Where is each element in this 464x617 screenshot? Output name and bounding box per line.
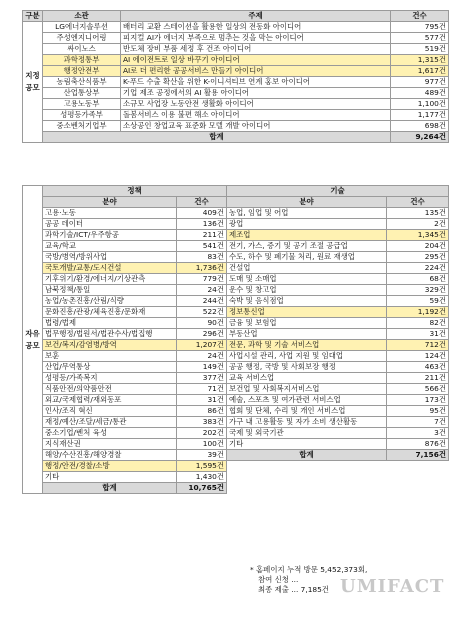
open-data-row xyxy=(23,329,449,340)
policy-count-cell: 202건 xyxy=(177,428,227,439)
open-contest-table xyxy=(22,185,449,494)
open-data-row xyxy=(23,318,449,329)
tech-count-cell: 7건 xyxy=(387,417,449,428)
empty-cell xyxy=(227,483,449,494)
policy-field-cell: 해양/수산진흥/해양경찰 xyxy=(43,450,177,461)
designated-row xyxy=(23,99,449,110)
tech-field-cell: 국제 및 외국기관 xyxy=(227,428,387,439)
designated-row xyxy=(23,88,449,99)
designated-row xyxy=(23,44,449,55)
tech-count-cell: 463건 xyxy=(387,362,449,373)
open-data-row xyxy=(23,395,449,406)
policy-field-cell: 인사/조직 혁신 xyxy=(43,406,177,417)
designated-topic-cell: 피지컬 AI가 에너지 부족으로 멈추는 것을 막는 아이디어 xyxy=(121,33,391,44)
tech-field-cell: 전기, 가스, 증기 및 공기 조절 공급업 xyxy=(227,241,387,252)
open-data-row xyxy=(23,263,449,274)
tech-field-cell: 건설업 xyxy=(227,263,387,274)
policy-count-cell: 31건 xyxy=(177,395,227,406)
tech-field-cell: 사업시설 관리, 사업 지원 및 임대업 xyxy=(227,351,387,362)
policy-field-cell: 문화진흥/관광/체육진흥/문화재 xyxy=(43,307,177,318)
policy-count-cell: 90건 xyxy=(177,318,227,329)
designated-topic-cell: 기업 제조 공정에서의 AI 활용 아이디어 xyxy=(121,88,391,99)
designated-rows xyxy=(23,22,449,143)
tech-count-cell: 59건 xyxy=(387,296,449,307)
designated-row xyxy=(23,33,449,44)
policy-field-header: 분야 xyxy=(43,197,177,208)
policy-field-cell: 국방/병역/방위사업 xyxy=(43,252,177,263)
tech-field-cell: 제조업 xyxy=(227,230,387,241)
open-header-row xyxy=(23,197,449,208)
designated-topic-cell: 소상공인 창업교육 표준화 모델 개발 아이디어 xyxy=(121,121,391,132)
policy-field-cell: 산업/무역통상 xyxy=(43,362,177,373)
designated-dept-cell: 행정안전부 xyxy=(43,66,121,77)
policy-total-label: 합계 xyxy=(43,483,177,494)
policy-count-cell: 71건 xyxy=(177,384,227,395)
designated-row xyxy=(23,121,449,132)
open-data-row xyxy=(23,274,449,285)
policy-field-cell: 고용·노동 xyxy=(43,208,177,219)
open-title-row xyxy=(23,186,449,197)
designated-topic-cell: K-푸드 수출 확산을 위한 K-이니셔티브 연계 홍보 아이디어 xyxy=(121,77,391,88)
header-dept: 소관 xyxy=(43,11,121,22)
tech-count-cell: 712건 xyxy=(387,340,449,351)
tech-field-cell: 가구 내 고용활동 및 자가 소비 생산활동 xyxy=(227,417,387,428)
policy-field-cell: 공공 데이터 xyxy=(43,219,177,230)
policy-field-cell: 행정/안전/경찰/소방 xyxy=(43,461,177,472)
tech-field-cell: 도매 및 소매업 xyxy=(227,274,387,285)
tech-count-header: 건수 xyxy=(387,197,449,208)
policy-count-cell: 779건 xyxy=(177,274,227,285)
open-data-row xyxy=(23,219,449,230)
policy-count-cell: 100건 xyxy=(177,439,227,450)
designated-topic-cell: AI 에이전트로 일상 바꾸기 아이디어 xyxy=(121,55,391,66)
tech-field-cell: 금융 및 보험업 xyxy=(227,318,387,329)
tech-total-label: 합계 xyxy=(227,450,387,461)
designated-dept-cell: 과학정통부 xyxy=(43,55,121,66)
tech-field-cell: 보건업 및 사회복지서비스업 xyxy=(227,384,387,395)
open-data-row xyxy=(23,362,449,373)
designated-dept-cell: LG에너지솔루션 xyxy=(43,22,121,33)
tech-count-cell: 124건 xyxy=(387,351,449,362)
tech-count-cell: 82건 xyxy=(387,318,449,329)
policy-field-cell: 국토개발/교통/도시건설 xyxy=(43,263,177,274)
policy-count-cell: 83건 xyxy=(177,252,227,263)
designated-total-value: 9,264건 xyxy=(391,132,449,143)
tech-field-cell: 광업 xyxy=(227,219,387,230)
tech-count-cell: 2건 xyxy=(387,219,449,230)
tech-count-cell: 224건 xyxy=(387,263,449,274)
policy-field-cell: 기타 xyxy=(43,472,177,483)
designated-topic-cell: 반도체 장비 부품 세정 후 건조 아이디어 xyxy=(121,44,391,55)
tech-field-cell: 전문, 과학 및 기술 서비스업 xyxy=(227,340,387,351)
open-data-row xyxy=(23,230,449,241)
designated-count-cell: 977건 xyxy=(391,77,449,88)
tech-count-cell: 68건 xyxy=(387,274,449,285)
policy-field-cell: 기후위기/환경/에너지/기상관측 xyxy=(43,274,177,285)
footnote-line-2: 참여 신청 ... xyxy=(258,575,299,584)
designated-row xyxy=(23,22,449,33)
policy-count-cell: 541건 xyxy=(177,241,227,252)
tech-count-cell: 566건 xyxy=(387,384,449,395)
tech-field-cell: 정보통신업 xyxy=(227,307,387,318)
tech-field-cell: 공공 행정, 국방 및 사회보장 행정 xyxy=(227,362,387,373)
open-data-row xyxy=(23,461,449,472)
open-data-row xyxy=(23,241,449,252)
policy-field-cell: 중소기업/벤처 육성 xyxy=(43,428,177,439)
policy-field-cell: 성평등/가족복지 xyxy=(43,373,177,384)
policy-count-cell: 86건 xyxy=(177,406,227,417)
open-data-row xyxy=(23,340,449,351)
tech-count-cell: 173건 xyxy=(387,395,449,406)
open-data-row xyxy=(23,450,449,461)
policy-field-cell: 교육/학교 xyxy=(43,241,177,252)
tech-total-value: 7,156건 xyxy=(387,450,449,461)
policy-count-cell: 522건 xyxy=(177,307,227,318)
designated-count-cell: 698건 xyxy=(391,121,449,132)
designated-dept-cell: 고용노동부 xyxy=(43,99,121,110)
designated-dept-cell: 싸이노스 xyxy=(43,44,121,55)
open-data-row xyxy=(23,285,449,296)
tech-field-cell: 운수 및 창고업 xyxy=(227,285,387,296)
designated-count-cell: 795건 xyxy=(391,22,449,33)
policy-count-cell: 24건 xyxy=(177,351,227,362)
policy-count-cell: 409건 xyxy=(177,208,227,219)
policy-count-cell: 1,595건 xyxy=(177,461,227,472)
tech-field-cell: 농업, 임업 및 어업 xyxy=(227,208,387,219)
tech-count-cell: 135건 xyxy=(387,208,449,219)
designated-row xyxy=(23,55,449,66)
policy-field-cell: 농업/농촌진흥/산림/식량 xyxy=(43,296,177,307)
designated-topic-cell: AI로 더 편리한 공공서비스 만들기 아이디어 xyxy=(121,66,391,77)
open-data-row xyxy=(23,252,449,263)
policy-field-cell: 법령/법제 xyxy=(43,318,177,329)
policy-count-cell: 1,430건 xyxy=(177,472,227,483)
policy-count-cell: 211건 xyxy=(177,230,227,241)
policy-field-cell: 지식재산권 xyxy=(43,439,177,450)
note-area xyxy=(227,461,449,483)
policy-count-cell: 1,207건 xyxy=(177,340,227,351)
designated-total-label: 합계 xyxy=(43,132,391,143)
open-data-row xyxy=(23,384,449,395)
designated-count-cell: 577건 xyxy=(391,33,449,44)
header-topic: 주제 xyxy=(121,11,391,22)
open-data-row xyxy=(23,439,449,450)
policy-field-cell: 재정/예산/조달/세금/통관 xyxy=(43,417,177,428)
policy-field-cell: 외교/국제협력/재외동포 xyxy=(43,395,177,406)
policy-count-cell: 377건 xyxy=(177,373,227,384)
policy-count-cell: 1,736건 xyxy=(177,263,227,274)
designated-dept-cell: 농림축산식품부 xyxy=(43,77,121,88)
policy-count-cell: 149건 xyxy=(177,362,227,373)
open-contest-rows xyxy=(23,186,449,494)
tech-count-cell: 876건 xyxy=(387,439,449,450)
tech-field-cell: 수도, 하수 및 폐기물 처리, 원료 재생업 xyxy=(227,252,387,263)
open-data-row xyxy=(23,351,449,362)
designated-total-row xyxy=(23,132,449,143)
open-data-row xyxy=(23,208,449,219)
policy-count-header: 건수 xyxy=(177,197,227,208)
designated-dept-cell: 중소벤처기업부 xyxy=(43,121,121,132)
watermark-logo: UMIFACT xyxy=(340,576,445,597)
tech-count-cell: 31건 xyxy=(387,329,449,340)
tech-field-cell: 부동산업 xyxy=(227,329,387,340)
policy-total-value: 10,765건 xyxy=(177,483,227,494)
designated-dept-cell: 산업통상부 xyxy=(43,88,121,99)
policy-count-cell: 296건 xyxy=(177,329,227,340)
tech-field-cell: 협회 및 단체, 수리 및 개인 서비스업 xyxy=(227,406,387,417)
designated-count-cell: 1,177건 xyxy=(391,110,449,121)
policy-count-cell: 136건 xyxy=(177,219,227,230)
policy-title: 정책 xyxy=(43,186,227,197)
policy-field-cell: 보훈 xyxy=(43,351,177,362)
tech-field-cell: 교육 서비스업 xyxy=(227,373,387,384)
tech-count-cell: 3건 xyxy=(387,428,449,439)
section-label-designated: 지정공모 xyxy=(23,22,43,143)
tech-field-cell: 기타 xyxy=(227,439,387,450)
tech-count-cell: 204건 xyxy=(387,241,449,252)
tech-field-header: 분야 xyxy=(227,197,387,208)
designated-row xyxy=(23,77,449,88)
open-data-row xyxy=(23,307,449,318)
tech-field-cell: 예술, 스포츠 및 여가관련 서비스업 xyxy=(227,395,387,406)
designated-dept-cell: 주성엔지니어링 xyxy=(43,33,121,44)
header-count: 건수 xyxy=(391,11,449,22)
open-data-row xyxy=(23,296,449,307)
designated-count-cell: 489건 xyxy=(391,88,449,99)
tech-count-cell: 1,192건 xyxy=(387,307,449,318)
designated-count-cell: 1,617건 xyxy=(391,66,449,77)
policy-field-cell: 남북정책/통일 xyxy=(43,285,177,296)
open-data-row xyxy=(23,428,449,439)
section-label-open: 자유공모 xyxy=(23,186,43,494)
designated-topic-cell: 돌봄서비스 이용 불편 해소 아이디어 xyxy=(121,110,391,121)
policy-count-cell: 383건 xyxy=(177,417,227,428)
tech-count-cell: 295건 xyxy=(387,252,449,263)
designated-count-cell: 519건 xyxy=(391,44,449,55)
designated-topic-cell: 배터리 교환 스테이션을 활용한 일상의 전동화 아이디어 xyxy=(121,22,391,33)
tech-count-cell: 1,345건 xyxy=(387,230,449,241)
open-data-row xyxy=(23,373,449,384)
tech-count-cell: 95건 xyxy=(387,406,449,417)
policy-count-cell: 24건 xyxy=(177,285,227,296)
policy-field-cell: 과학기술/ICT/우주항공 xyxy=(43,230,177,241)
tech-count-cell: 329건 xyxy=(387,285,449,296)
policy-count-cell: 244건 xyxy=(177,296,227,307)
policy-field-cell: 법무행정/법원서/법관수사/법집행 xyxy=(43,329,177,340)
designated-row xyxy=(23,66,449,77)
header-gubun: 구분 xyxy=(23,11,43,22)
tech-field-cell: 숙박 및 음식점업 xyxy=(227,296,387,307)
designated-contest-table xyxy=(22,10,449,143)
designated-count-cell: 1,100건 xyxy=(391,99,449,110)
tech-count-cell: 211건 xyxy=(387,373,449,384)
policy-total-row xyxy=(23,483,449,494)
footnote-line-1: * 홈페이지 누적 방문 5,452,373회, xyxy=(250,565,368,574)
designated-dept-cell: 성평등가족부 xyxy=(43,110,121,121)
open-data-row xyxy=(23,417,449,428)
policy-field-cell: 식품안전/의약품안전 xyxy=(43,384,177,395)
policy-field-cell: 보건/복지/감염병/방역 xyxy=(43,340,177,351)
open-data-row xyxy=(23,406,449,417)
footnote-line-3: 최종 제출 ... 7,185건 xyxy=(258,585,329,594)
tech-title: 기술 xyxy=(227,186,449,197)
designated-row xyxy=(23,110,449,121)
policy-count-cell: 39건 xyxy=(177,450,227,461)
designated-topic-cell: 소규모 사업장 노동안전 생활화 아이디어 xyxy=(121,99,391,110)
designated-count-cell: 1,315건 xyxy=(391,55,449,66)
